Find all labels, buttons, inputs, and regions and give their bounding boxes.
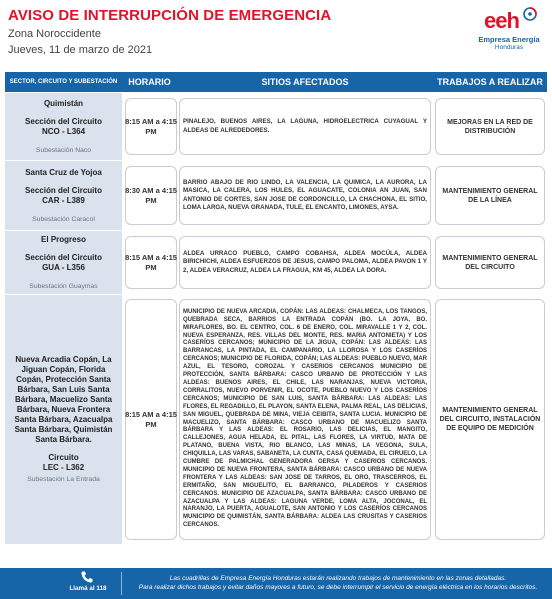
- circuit-code: CAR - L389: [42, 195, 85, 205]
- company-logo: [470, 6, 548, 60]
- circuit-code: NCO - L364: [41, 126, 86, 136]
- time-cell: 8:15 AM a 4:15 PM: [125, 116, 177, 136]
- sites-cell: PINALEJO, BUENOS AIRES, LA LAGUNA, HIDROELECTRICA CUYAGUAL Y ALDEAS DE ALREDEDORES.: [183, 118, 427, 134]
- footer: [0, 568, 552, 599]
- substation-label: Subestación Naco: [35, 146, 92, 154]
- substation-label: Subestación La Entrada: [27, 476, 100, 483]
- sites-cell: BARRIO ABAJO DE RIO LINDO, LA VALENCIA, LA QUIMICA, LA AURORA, LA MASICA, LA CALERA, LOS HULES, EL AGUACATE, COLONIA AN JUAN, SAN ANTONIO DE CORTES, SAN JOSE DE CORDONCILLO, LA CHACHONA, EL SITIO, LOMA LARGA, NUEVA GRANADA, TULE, EL ENCANTO, LIMONES, AYSA.: [183, 179, 427, 211]
- circuit-label: Sección del Circuito: [25, 185, 102, 195]
- time-cell: 8:15 AM a 4:15 PM: [125, 252, 177, 272]
- sector-cell: [5, 161, 122, 230]
- location-name: Nueva Arcadia Copán, La Jiguan Copán, Florida Copán, Protección Santa Bárbara, San Luis Santa Bárbara, Macuelizo Santa Bárbara, Nueva Frontera Santa Bárbara, Azacualpa Santa Bárbara, Quimistán Santa Bárbara.: [14, 355, 113, 444]
- phone-label: Llamá al 118: [69, 585, 107, 592]
- header-trabajos: TRABAJOS A REALIZAR: [437, 77, 543, 87]
- table-row: [5, 230, 547, 294]
- circuit-label: Circuito: [48, 453, 79, 462]
- sector-cell: [5, 93, 122, 160]
- logo-swirl-icon: [522, 6, 538, 22]
- circuit-label: Sección del Circuito: [25, 252, 102, 262]
- circuit-code: GUA - L356: [42, 262, 85, 272]
- footer-message: [128, 574, 548, 592]
- work-cell: MANTENIMIENTO GENERAL DEL CIRCUITO: [442, 254, 538, 271]
- time-cell: 8:30 AM a 4:15 PM: [125, 185, 177, 205]
- time-cell: 8:15 AM a 4:15 PM: [125, 409, 177, 429]
- logo-company-name: Empresa Energía: [478, 35, 540, 44]
- work-cell: MEJORAS EN LA RED DE DISTRIBUCIÓN: [447, 118, 533, 135]
- sites-cell: MUNICIPIO DE NUEVA ARCADIA, COPÁN: LAS ALDEAS: CHALMECA, LOS TANGOS, QUEBRADA SECA, BARRIOS LA ENTRADA COPÁN (BO. LA JOYA, BO. MIRAFLORES, BO. EL CENTRO, COL. 6 DE ENERO, COL. MIRAVALLE 1 Y 2, COL. NUEVA ESPERANZA, RES. VILLAS DEL MONTE, RES. MARIA ANTONIETA) Y LOS CASERÍOS CERCANOS; MUNICIPIO DE LA JIGUA, COPÁN: LAS ALDEAS: LAS BARRANCAS, LA PINTADA, EL CAMPANARIO, LA LLOROSA Y LOS CASERÍOS CERCANOS; MUNICIPIO DE FLORIDA, COPÁN; LAS ALDEAS: PUEBLO NUEVO, MAR AZUL, EL TESORO, COROZAL Y CASERIOS CERCANOS MUNICIPIO DE PROTECCIÓN, SANTA BÁRBARA: CASCO URBANO DE PROTECCIÓN Y LAS ALDEAS: BUENOS AIRES, EL CHILE, LAS NARANJAS, NUEVA VICTORIA, CORRALITOS, NUEVO PORVENIR, EL OCOTE, PUEBLO NUEVO Y LOS CASERÍOS CERCANOS; MUNICIPIO DE SAN LUIS, SANTA BÁRBARA: LAS ALDEAS: LAS FLORES, EL REGADILLO, EL PLAYON, SANTA ELENA, PALMA REAL, LAS DELICIAS, SAN MIGUEL, QUEBRADA DE MINA, VIEJA CEIBITA, SANTA LUCIA. MUNICIPIO DE MACUELIZO, SANTA BÁRBARA: CASCO URBANO DE MACUELIZO SANTA BÁRBARA Y LAS ALDEAS: EL ROSARIO, LAS DELICIAS, EL MANGITO, CALLEJONES, AGUA HELADA, EL PITAL, LAS FLORES, LA VIRTUD, MATA DE PLATANO, BUENA VISTA, RIO BLANCO, LAS MINAS, LA VEGONA, SULA, CHIQUILLA, LAS VARAS, SABANETA, LA CUNTA, CASA QUEMADA, EL CIRUELO, LA CUMBRE DE PALMICHAL GENERADORA GERSA Y CASERIOS CERCANOS. MUNICIPIO DE NUEVA FRONTERA, SANTA BÁRBARA: CASCO URBANO DE NUEVA FRONTERA Y LAS ALDEAS: SAN JOSE DE TARROS, EL ORO, TRASCERROS, EL ERMITAÑO, SAN MIGUELITO, EL BARRANCO, PILADEROS Y CASERIOS CERCANOS. MUNICIPIO DE AZACUALPA, SANTA BÁRBARA: CASCO URBANO DE AZACUALPA Y LAS ALDEAS: LAGUNA VERDE, LOMA ALTA, JOCONAL, EL NARANJO, LA PUERTA, AGUALOTE, SAN ANTONIO Y LOS CASERÍOS CERCANOS MUNICIPIO DE QUIMISTÁN, SANTA BÁRBARA: ALDEA LAS CRUSITAS Y CASERIOS CERCANOS.: [183, 308, 427, 529]
- logo-country: Honduras: [494, 44, 524, 51]
- table-row: [5, 92, 547, 160]
- header: [0, 0, 552, 70]
- table-row: [5, 294, 547, 544]
- page-title: AVISO DE INTERRUPCIÓN DE EMERGENCIA: [8, 7, 332, 24]
- header-sitios: SITIOS AFECTADOS: [261, 77, 349, 87]
- substation-label: Subestación Guaymas: [29, 282, 98, 290]
- work-cell: MANTENIMIENTO GENERAL DEL CIRCUITO, INSTALACIÓN DE EQUIPO DE MEDICIÓN: [439, 407, 541, 432]
- circuit-code: LEC - L362: [42, 463, 85, 472]
- footer-line-1: Las cuadrillas de Empresa Energía Honduras estarán realizando trabajos de mantenimiento en las zonas detalladas.: [169, 575, 507, 582]
- sites-cell: ALDEA URRACO PUEBLO, CAMPO COBAHSA, ALDEA MOCÚLA, ALDEA BIRICHICHI, ALDEA ESFUERZOS DE JESUS, CAMPO PALOMA, ALDEA PAVON 1 Y 2, ALDEA VERACRUZ, ALDEA LA FRAGUA, KM 45, ALDEA LA DORA.: [183, 250, 427, 274]
- substation-label: Subestación Caracol: [32, 215, 95, 223]
- circuit-label: Sección del Circuito: [25, 116, 102, 126]
- footer-divider: [121, 572, 122, 595]
- zone-label: Zona Noroccidente: [8, 28, 101, 40]
- date-label: Jueves, 11 de marzo de 2021: [8, 44, 153, 56]
- location-name: Santa Cruz de Yojoa: [25, 167, 102, 177]
- phone-icon: [80, 570, 94, 584]
- header-horario: HORARIO: [128, 77, 171, 87]
- location-name: Quimistán: [43, 98, 84, 108]
- sector-cell: [5, 231, 122, 294]
- sector-cell: [5, 295, 122, 544]
- header-sector: SECTOR, CIRCUITO Y SUBESTACIÓN: [9, 78, 118, 85]
- logo-mark: eeh: [484, 8, 519, 33]
- table-row: [5, 160, 547, 230]
- table-header: [5, 72, 547, 92]
- location-name: El Progreso: [41, 234, 86, 244]
- work-cell: MANTENIMIENTO GENERAL DE LA LÍNEA: [442, 187, 538, 204]
- footer-line-2: Para realizar dichos trabajos y evitar daños mayores a futuro, se debe interrumpir el servicio de energía eléctrica en los horarios descritos.: [138, 584, 538, 591]
